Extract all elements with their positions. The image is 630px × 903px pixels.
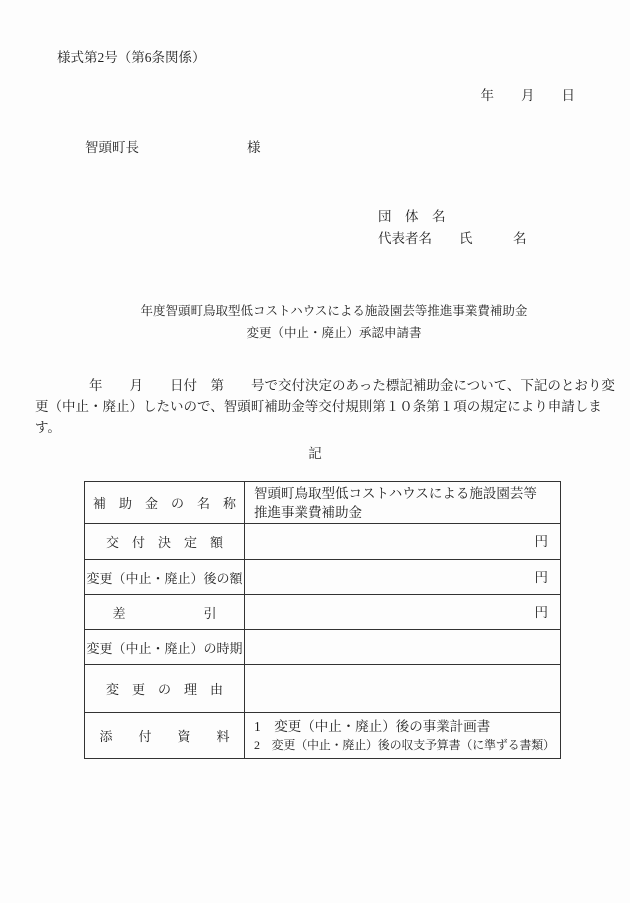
- title-line-2: 変更（中止・廃止）承認申請書: [246, 326, 422, 340]
- title-line-1: 年度智頭町鳥取型低コストハウスによる施設園芸等推進事業費補助金: [140, 304, 528, 318]
- value-cell: [245, 560, 561, 595]
- value-cell: [245, 713, 561, 759]
- body-line-3: す。: [35, 420, 61, 435]
- body-line-1: 年 月 日付 第 号で交付決定のあった標記補助金について、下記のとおり変: [35, 378, 615, 393]
- addressee-line: 智頭町長 様: [85, 140, 261, 155]
- table-row-change-timing: [85, 630, 561, 665]
- value-line: 推進事業費補助金: [254, 504, 362, 520]
- label-cell: 変 更 の 理 由: [85, 665, 245, 713]
- value-line: 智頭町鳥取型低コストハウスによる施設園芸等: [254, 485, 537, 501]
- applicant-org-label: 団 体 名: [378, 209, 446, 224]
- table-row-difference: [85, 595, 561, 630]
- label-cell: 添 付 資 料: [85, 713, 245, 759]
- attachment-item-1: 1 変更（中止・廃止）後の事業計画書: [254, 718, 491, 734]
- label-cell: 変更（中止・廃止）の時期: [85, 630, 245, 665]
- table-row-subsidy-name: [85, 482, 561, 524]
- section-marker: 記: [308, 446, 322, 461]
- attachment-item-2: 2 変更（中止・廃止）後の収支予算書（に準ずる書類）: [254, 737, 555, 752]
- value-cell: [245, 482, 561, 524]
- form-number: 様式第2号（第6条関係）: [57, 50, 206, 65]
- value-cell: [245, 665, 561, 713]
- document-title: [19, 300, 630, 344]
- label-cell: 変更（中止・廃止）後の額: [85, 560, 245, 595]
- table-row-attachments: [85, 713, 561, 759]
- date-line: 年 月 日: [480, 88, 575, 103]
- value-cell: [245, 630, 561, 665]
- label-cell: 補 助 金 の 名 称: [85, 482, 245, 524]
- table-row-grant-decision-amount: [85, 524, 561, 560]
- unit-yen: 円: [534, 604, 548, 620]
- table-row-amount-after-change: [85, 560, 561, 595]
- application-table: [84, 481, 561, 759]
- label-cell: 交 付 決 定 額: [85, 524, 245, 560]
- applicant-representative-label: 代表者名 氏 名: [378, 231, 527, 246]
- label-cell: 差 引: [85, 595, 245, 630]
- body-line-2: 更（中止・廃止）したいので、智頭町補助金等交付規則第１０条第１項の規定により申請しま: [35, 399, 602, 414]
- applicant-block: [378, 206, 527, 250]
- value-cell: [245, 524, 561, 560]
- unit-yen: 円: [534, 569, 548, 585]
- table-row-change-reason: [85, 665, 561, 713]
- value-cell: [245, 595, 561, 630]
- body-paragraph: [35, 375, 615, 438]
- unit-yen: 円: [534, 534, 548, 549]
